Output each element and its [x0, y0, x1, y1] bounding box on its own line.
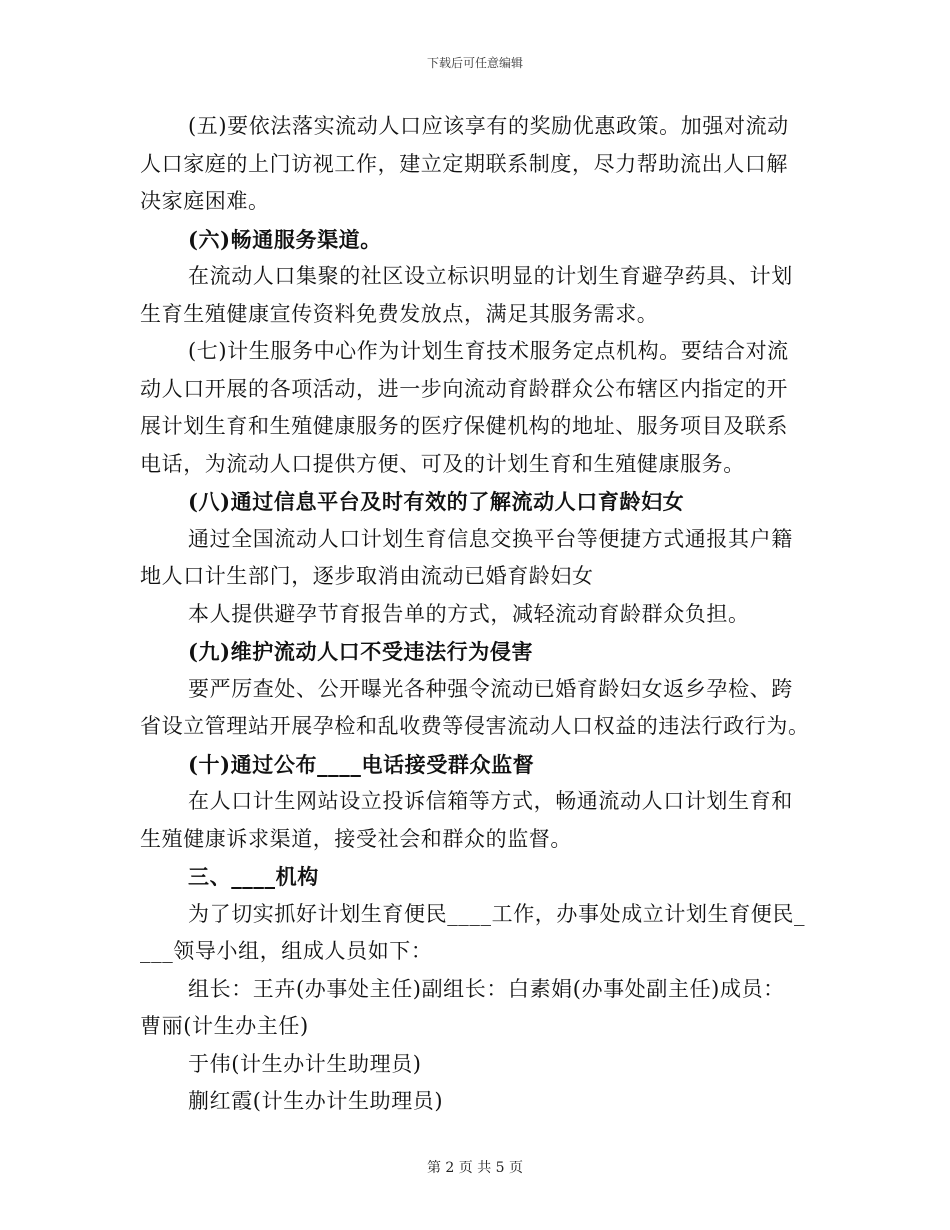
page-header: 下载后可任意编辑	[426, 56, 523, 70]
paragraph-line: 在流动人口集聚的社区设立标识明显的计划生育避孕药具、计划	[188, 264, 793, 288]
section-heading: (八)通过信息平台及时有效的了解流动人口育龄妇女	[188, 489, 685, 514]
paragraph-line: (五)要依法落实流动人口应该享有的奖励优惠政策。加强对流动	[188, 114, 789, 138]
paragraph-line: 为了切实抓好计划生育便民____工作，办事处成立计划生育便民_	[188, 901, 806, 926]
paragraph-line: ___领导小组，组成人员如下：	[140, 939, 433, 963]
paragraph-line: 决家庭困难。	[140, 189, 270, 213]
section-heading: (十)通过公布____电话接受群众监督	[188, 751, 535, 777]
paragraph-line: 要严厉查处、公开曝光各种强令流动已婚育龄妇女返乡孕检、跨	[188, 676, 793, 701]
paragraph-line: 在人口计生网站设立投诉信箱等方式，畅通流动人口计划生育和	[188, 789, 793, 813]
section-heading: 三、____机构	[188, 864, 319, 889]
paragraph-line: 电话，为流动人口提供方便、可及的计划生育和生殖健康服务。	[140, 451, 745, 476]
paragraph-line: 生育生殖健康宣传资料免费发放点，满足其服务需求。	[140, 301, 659, 326]
paragraph-line: 省设立管理站开展孕检和乱收费等侵害流动人口权益的违法行政行为。	[140, 714, 810, 738]
paragraph-line: 本人提供避孕节育报告单的方式，减轻流动育龄群众负担。	[188, 601, 750, 626]
paragraph-line: 展计划生育和生殖健康服务的医疗保健机构的地址、服务项目及联系	[140, 414, 788, 438]
paragraph-line: 组长：王卉(办事处主任)副组长：白素娟(办事处副主任)成员：	[188, 976, 785, 1001]
paragraph-line: 曹丽(计生办主任)	[140, 1014, 309, 1038]
section-heading: (六)畅通服务渠道。	[188, 226, 382, 252]
paragraph-line: 动人口开展的各项活动，进一步向流动育龄群众公布辖区内指定的开	[140, 376, 788, 401]
page-footer: 第 2 页 共 5 页	[426, 1160, 524, 1176]
document-body	[140, 108, 812, 1121]
paragraph-line: 人口家庭的上门访视工作，建立定期联系制度，尽力帮助流出人口解	[140, 151, 788, 176]
section-heading: (九)维护流动人口不受违法行为侵害	[188, 639, 534, 664]
paragraph-line: 通过全国流动人口计划生育信息交换平台等便捷方式通报其户籍	[188, 526, 793, 551]
paragraph-line: 于伟(计生办计生助理员)	[188, 1051, 422, 1076]
paragraph-line: (七)计生服务中心作为计划生育技术服务定点机构。要结合对流	[188, 339, 789, 363]
paragraph-line: 蒯红霞(计生办计生助理员)	[188, 1089, 444, 1113]
paragraph-line: 地人口计生部门，逐步取消由流动已婚育龄妇女	[140, 564, 594, 588]
paragraph-line: 生殖健康诉求渠道，接受社会和群众的监督。	[140, 826, 572, 851]
